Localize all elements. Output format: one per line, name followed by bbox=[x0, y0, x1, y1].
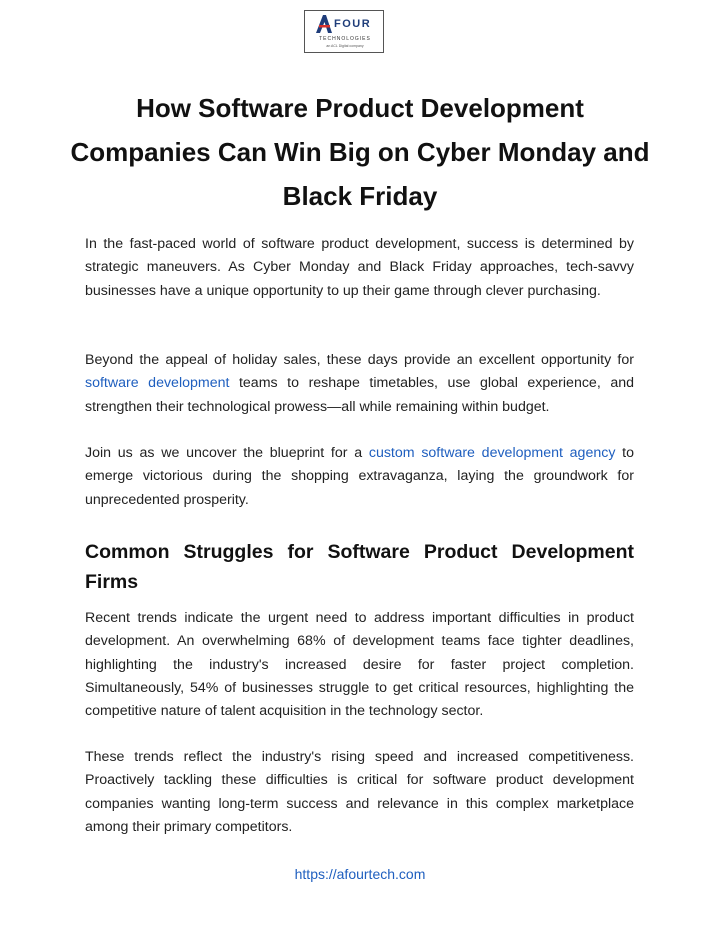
logo-a-icon bbox=[315, 14, 333, 34]
logo-word: FOUR bbox=[334, 18, 372, 30]
intro-paragraph-2-text-end: teams to reshape timetables, use global experience, and strengthen their technological prowess—all while remaining within budget. bbox=[85, 375, 634, 415]
software-development-link[interactable]: software development bbox=[85, 375, 230, 392]
intro-paragraph-3-text-start: Join us as we uncover the blueprint for a bbox=[85, 445, 369, 461]
footer-url-link[interactable]: https://afourtech.com bbox=[294, 866, 426, 882]
company-logo bbox=[304, 10, 384, 53]
intro-paragraph-2-text-start: Beyond the appeal of holiday sales, these days provide an excellent opportunity for bbox=[85, 352, 634, 368]
section-paragraph-2: These trends reflect the industry's rising speed and increased competitiveness. Proactively tackling these difficulties is critical for software product development companies wanting long-term success and relevance in this complex marketplace among their primary competitors. bbox=[85, 749, 634, 835]
custom-software-agency-link[interactable]: custom software development agency bbox=[368, 445, 616, 461]
section-heading: Common Struggles for Software Product Development Firms bbox=[85, 541, 634, 593]
intro-paragraph-3-text-end: to emerge victorious during the shopping extravaganza, laying the groundwork for unprecedented prosperity. bbox=[85, 445, 634, 508]
logo-subtitle: TECHNOLOGIES bbox=[319, 36, 371, 42]
section-paragraph-1: Recent trends indicate the urgent need to address important difficulties in product development. An overwhelming 68% of development teams face tighter deadlines, highlighting the industry's increased desire for faster project completion. Simultaneously, 54% of businesses struggle to get critical resources, highlighting the competitive nature of talent acquisition in the technology sector. bbox=[85, 610, 634, 720]
logo-tagline: an ACL Digital company bbox=[326, 44, 364, 48]
intro-paragraph-2 bbox=[85, 349, 634, 419]
intro-paragraph-1: In the fast-paced world of software product development, success is determined by strategic maneuvers. As Cyber Monday and Black Friday approaches, tech-savvy businesses have a unique opportunity to up their game through clever purchasing. bbox=[85, 236, 634, 299]
intro-paragraph-3 bbox=[85, 442, 634, 512]
page-title: How Software Product Development Companies Can Win Big on Cyber Monday and Black Friday bbox=[70, 93, 650, 211]
